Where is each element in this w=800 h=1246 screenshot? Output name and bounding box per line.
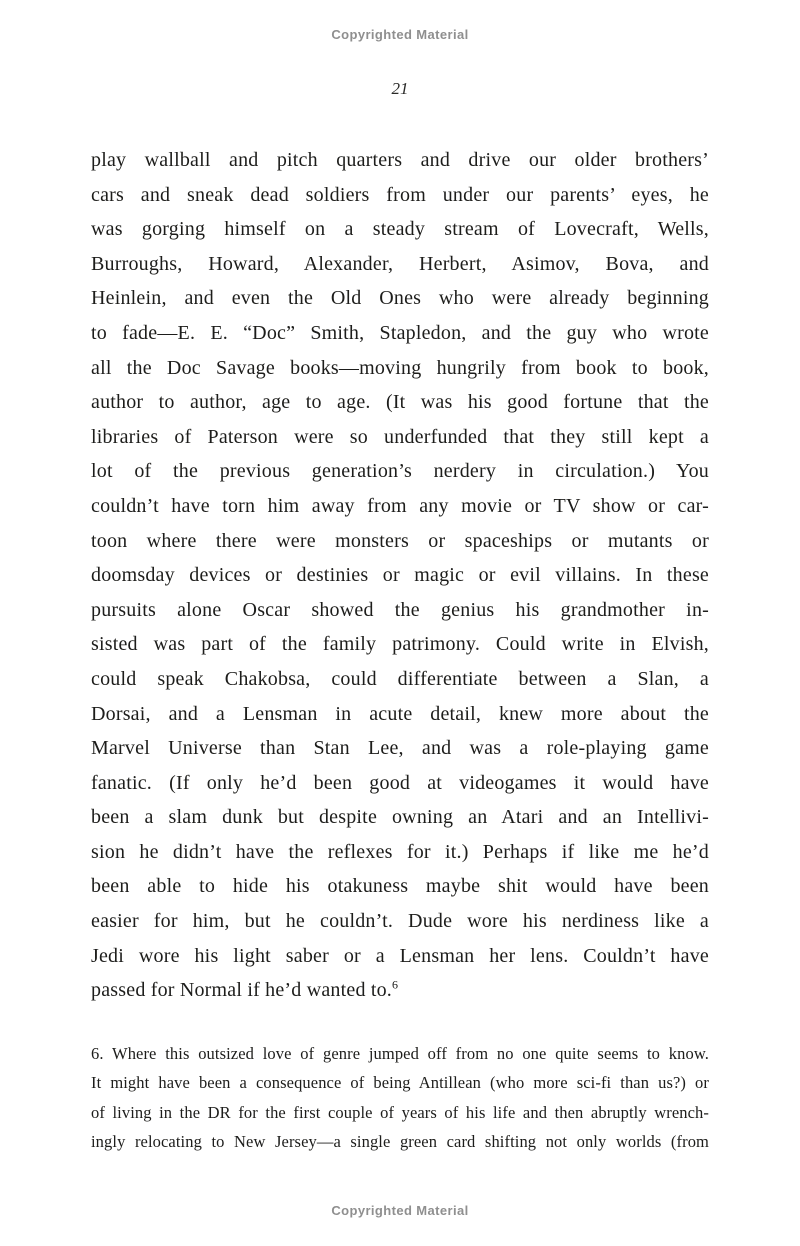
footnote-line: 6. Where this outsized love of genre jumped off from no one quite seems to know. xyxy=(91,1043,709,1063)
page-content xyxy=(91,143,709,1156)
footnote-line: ingly relocating to New Jersey—a single green card shifting not only worlds (from xyxy=(91,1132,709,1152)
body-line: toon where there were monsters or spaceships or mutants or xyxy=(91,529,709,552)
body-line: could speak Chakobsa, could differentiate between a Slan, a xyxy=(91,667,709,690)
footnote xyxy=(91,1039,709,1157)
body-line: libraries of Paterson were so underfunded that they still kept a xyxy=(91,425,709,448)
body-line: been a slam dunk but despite owning an Atari and an Intellivi- xyxy=(91,806,709,829)
body-line: all the Doc Savage books—moving hungrily from book to book, xyxy=(91,356,709,379)
body-line: cars and sneak dead soldiers from under our parents’ eyes, he xyxy=(91,183,709,206)
body-last-line-text: passed for Normal if he’d wanted to. xyxy=(91,979,392,1002)
body-line: to fade—E. E. “Doc” Smith, Stapledon, and the guy who wrote xyxy=(91,321,709,344)
footnote-line: of living in the DR for the first couple of years of his life and then abruptly wrench- xyxy=(91,1102,709,1122)
body-line: sisted was part of the family patrimony. Could write in Elvish, xyxy=(91,633,709,656)
body-line: pursuits alone Oscar showed the genius his grandmother in- xyxy=(91,598,709,621)
body-line: Jedi wore his light saber or a Lensman her lens. Couldn’t have xyxy=(91,944,709,967)
body-line: Heinlein, and even the Old Ones who were already beginning xyxy=(91,287,709,310)
footnote-line: It might have been a consequence of being Antillean (who more sci-fi than us?) or xyxy=(91,1073,709,1093)
copyright-notice-top: Copyrighted Material xyxy=(331,27,469,42)
body-line: been able to hide his otakuness maybe shit would have been xyxy=(91,875,709,898)
body-line: lot of the previous generation’s nerdery in circulation.) You xyxy=(91,460,709,483)
body-line: author to author, age to age. (It was his good fortune that the xyxy=(91,391,709,414)
body-line: sion he didn’t have the reflexes for it.) Perhaps if like me he’d xyxy=(91,840,709,863)
body-line: doomsday devices or destinies or magic or evil villains. In these xyxy=(91,564,709,587)
footnote-reference: 6 xyxy=(392,977,399,992)
body-line: couldn’t have torn him away from any movie or TV show or car- xyxy=(91,494,709,517)
body-line: Dorsai, and a Lensman in acute detail, knew more about the xyxy=(91,702,709,725)
body-line: play wallball and pitch quarters and drive our older brothers’ xyxy=(91,149,709,171)
copyright-notice-bottom: Copyrighted Material xyxy=(331,1203,469,1218)
page-number: 21 xyxy=(391,79,409,98)
body-text xyxy=(91,143,709,1008)
body-line: Burroughs, Howard, Alexander, Herbert, Asimov, Bova, and xyxy=(91,252,709,275)
body-line: Marvel Universe than Stan Lee, and was a role-playing game xyxy=(91,737,709,760)
body-line: easier for him, but he couldn’t. Dude wore his nerdiness like a xyxy=(91,910,709,933)
body-line: fanatic. (If only he’d been good at videogames it would have xyxy=(91,771,709,794)
body-line-last xyxy=(91,973,709,1008)
body-line: was gorging himself on a steady stream of Lovecraft, Wells, xyxy=(91,218,709,241)
